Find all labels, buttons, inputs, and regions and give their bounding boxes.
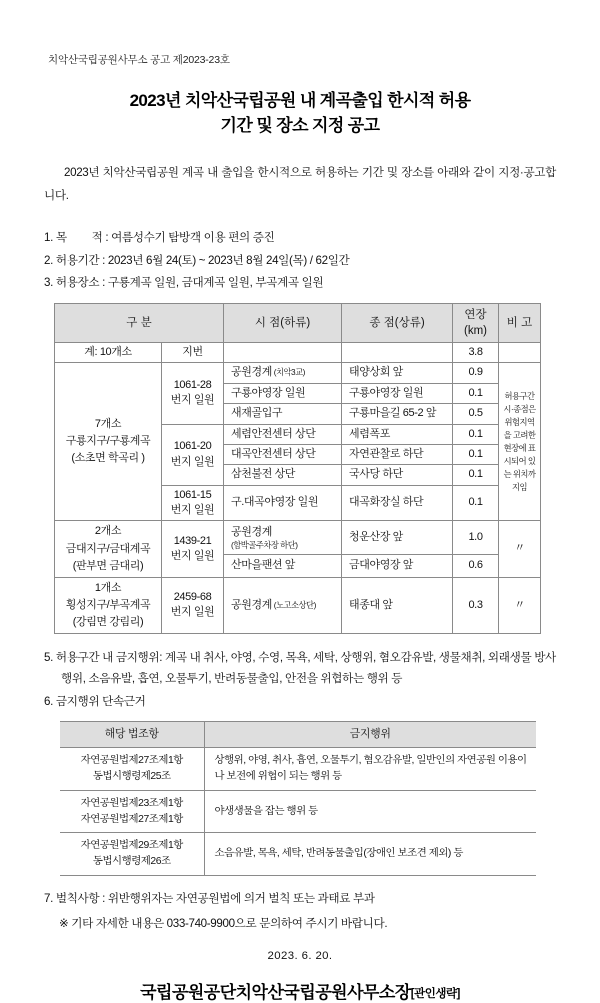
contact-note (59, 913, 558, 934)
table-row (60, 747, 536, 790)
item-prohibited-number: 5. (44, 650, 53, 664)
cell-length: 0.1 (453, 424, 499, 444)
table-row (60, 791, 536, 833)
item-penalty (44, 888, 558, 909)
cell-start-point: 구룡야영장 일원 (224, 383, 342, 403)
location-table-header-row (55, 303, 541, 342)
location-table-body (55, 342, 541, 633)
item-place-value: 구룡계곡 일원, 금대계곡 일원, 부곡계곡 일원 (107, 276, 324, 290)
table-row (60, 833, 536, 875)
cell-jibun: 1061-28 번지 일원 (162, 363, 224, 424)
cell-end-point: 자연관찰로 하단 (342, 444, 453, 464)
cell-remark: 〃 (499, 521, 541, 577)
cell-end-point (342, 342, 453, 362)
legal-table-header-row (60, 722, 536, 748)
item-purpose-number: 1. (44, 231, 53, 245)
start-point-annotation: (함박골주차장 하단) (231, 540, 298, 551)
legal-table-wrapper (60, 721, 536, 875)
table-row (55, 577, 541, 633)
cell-prohibited-act: 상행위, 야영, 취사, 흡연, 오물투기, 혐오감유발, 일반인의 자연공원 이용이나 보전에 위협이 되는 행위 등 (204, 747, 536, 790)
cell-length: 0.1 (453, 485, 499, 521)
item-place-number: 3. (44, 276, 53, 290)
table-row (55, 363, 541, 383)
item-period (44, 250, 558, 271)
cell-length: 0.6 (453, 555, 499, 577)
seal-omitted-note: [관인생략] (410, 988, 460, 1001)
page-title (42, 89, 558, 138)
legal-table (60, 721, 536, 875)
cell-start-point: 공원경계 (함박골주차장 하단) (224, 521, 342, 555)
cell-end-point: 태양상회 앞 (342, 363, 453, 383)
cell-length: 0.1 (453, 465, 499, 485)
location-table (54, 303, 541, 634)
cell-end-point: 태종대 앞 (342, 577, 453, 633)
item-purpose-label2: 적 (91, 231, 103, 245)
cell-act-clause: 자연공원법제27조제1항 동법시행령제25조 (60, 747, 204, 790)
item-prohibited-acts (44, 647, 558, 690)
cell-act-clause: 자연공원법제23조제1항 자연공원법제27조제1항 (60, 791, 204, 833)
header-length: 연장(km) (453, 303, 499, 342)
item-penalty-value: 위반행위자는 자연공원법에 의거 벌칙 또는 과태료 부과 (107, 891, 375, 905)
header-end-point: 종 점(상류) (342, 303, 453, 342)
item-period-value: 2023년 6월 24(토) ~ 2023년 8월 24일(목) / 62일간 (107, 253, 350, 267)
item-legal-number: 6. (44, 694, 53, 708)
item-purpose-label: 목 (55, 231, 67, 245)
document-number: 치악산국립공원사무소 공고 제2023-23호 (48, 54, 230, 66)
cell-division-group: 2개소 금대지구/금대계곡 (판부면 금대리) (55, 521, 162, 577)
cell-start-point: 산마을팬션 앞 (224, 555, 342, 577)
cell-end-point: 구룡야영장 일원 (342, 383, 453, 403)
legal-table-body (60, 747, 536, 875)
cell-division-total: 계: 10개소 (55, 342, 162, 362)
cell-end-point: 구룡마을길 65-2 앞 (342, 404, 453, 424)
cell-length: 3.8 (453, 342, 499, 362)
cell-start-point: 공원경계 (노고소상단) (224, 577, 342, 633)
header-start-point: 시 점(하류) (224, 303, 342, 342)
cell-jibun: 1439-21 번지 일원 (162, 521, 224, 577)
cell-length: 0.1 (453, 383, 499, 403)
cell-length: 0.1 (453, 444, 499, 464)
item-period-number: 2. (44, 253, 53, 267)
intro-paragraph (44, 162, 556, 207)
cell-start-point: 구.대곡야영장 일원 (224, 485, 342, 521)
item-prohibited-value: 계곡 내 취사, 야영, 수영, 목욕, 세탁, 상행위, 혐오감유발, 생물채취, 외래생물 방사행위, 소음유발, 흡연, 오물투기, 반려동물출입, 안전을 위협하는 행위 등 (61, 650, 556, 686)
item-place (44, 272, 558, 293)
cell-jibun: 2459-68 번지 일원 (162, 577, 224, 633)
cell-end-point: 국사당 하단 (342, 465, 453, 485)
title-line-2: 기간 및 장소 지정 공고 (220, 115, 380, 135)
item-purpose (44, 227, 558, 248)
header-remark: 비 고 (499, 303, 541, 342)
item-penalty-label: 벌칙사항 : (55, 891, 106, 905)
issue-date: 2023. 6. 20. (267, 950, 333, 963)
issuing-organization: 국립공원공단치악산국립공원사무소장 (140, 983, 411, 1003)
item-legal-label: 금지행위 단속근거 (55, 694, 146, 708)
item-purpose-value: 여름성수기 탐방객 이용 편의 증진 (111, 231, 275, 245)
cell-remark: 〃 (499, 577, 541, 633)
start-point-annotation: (노고소상단) (271, 599, 316, 610)
header-division: 구 분 (55, 303, 224, 342)
item-prohibited-label: 허용구간 내 금지행위: (55, 650, 163, 664)
location-table-wrapper (54, 303, 540, 634)
cell-remark (499, 342, 541, 362)
item-purpose-sep: : (105, 231, 109, 245)
cell-start-point: 세렴안전센터 상단 (224, 424, 342, 444)
cell-length: 0.3 (453, 577, 499, 633)
cell-division-group: 1개소 횡성지구/부곡계곡 (강림면 강림리) (55, 577, 162, 633)
contact-mark-icon: ※ (59, 916, 69, 930)
cell-length: 0.9 (453, 363, 499, 383)
cell-start-point: 새재골입구 (224, 404, 342, 424)
table-row (55, 521, 541, 555)
cell-prohibited-act: 야생생물을 잡는 행위 등 (204, 791, 536, 833)
contact-note-text: 기타 자세한 내용은 033-740-9900으로 문의하여 주시기 바랍니다. (71, 916, 388, 930)
cell-length: 1.0 (453, 521, 499, 555)
cell-start-point (224, 342, 342, 362)
item-legal-basis (44, 691, 558, 712)
start-point-annotation: (치악3교) (271, 367, 305, 378)
item-place-label: 허용장소 : (55, 276, 106, 290)
title-line-1: 2023년 치악산국립공원 내 계곡출입 한시적 허용 (129, 91, 471, 110)
cell-start-point: 공원경계 (치악3교) (224, 363, 342, 383)
cell-remark: 허용구간 시·종점은 위험지역을 고려한 현장에 표시되어 있는 위치까지임 (499, 363, 541, 521)
cell-division-group: 7개소 구룡지구/구룡계곡 (소초면 학곡리 ) (55, 363, 162, 521)
cell-end-point: 대곡화장실 하단 (342, 485, 453, 521)
cell-prohibited-act: 소음유발, 목욕, 세탁, 반려동물출입(장애인 보조견 제외) 등 (204, 833, 536, 875)
item-period-label: 허용기간 : (55, 253, 106, 267)
table-row (55, 342, 541, 362)
cell-jibun: 1061-20 번지 일원 (162, 424, 224, 485)
cell-start-point: 삼천불전 상단 (224, 465, 342, 485)
issuing-authority (42, 978, 558, 1003)
cell-act-clause: 자연공원법제29조제1항 동법시행령제26조 (60, 833, 204, 875)
cell-jibun-header: 지번 (162, 342, 224, 362)
cell-length: 0.5 (453, 404, 499, 424)
header-prohibited-act: 금지행위 (204, 722, 536, 748)
cell-start-point: 대곡안전센터 상단 (224, 444, 342, 464)
cell-jibun: 1061-15 번지 일원 (162, 485, 224, 521)
cell-end-point: 세렴폭포 (342, 424, 453, 444)
cell-end-point: 청운산장 앞 (342, 521, 453, 555)
cell-end-point: 금대야영장 앞 (342, 555, 453, 577)
intro-text: 2023년 치악산국립공원 계곡 내 출입을 한시적으로 허용하는 기간 및 장소를 아래와 같이 지정·공고합니다. (44, 166, 556, 202)
header-act-clause: 해당 법조항 (60, 722, 204, 748)
item-penalty-number: 7. (44, 891, 53, 905)
